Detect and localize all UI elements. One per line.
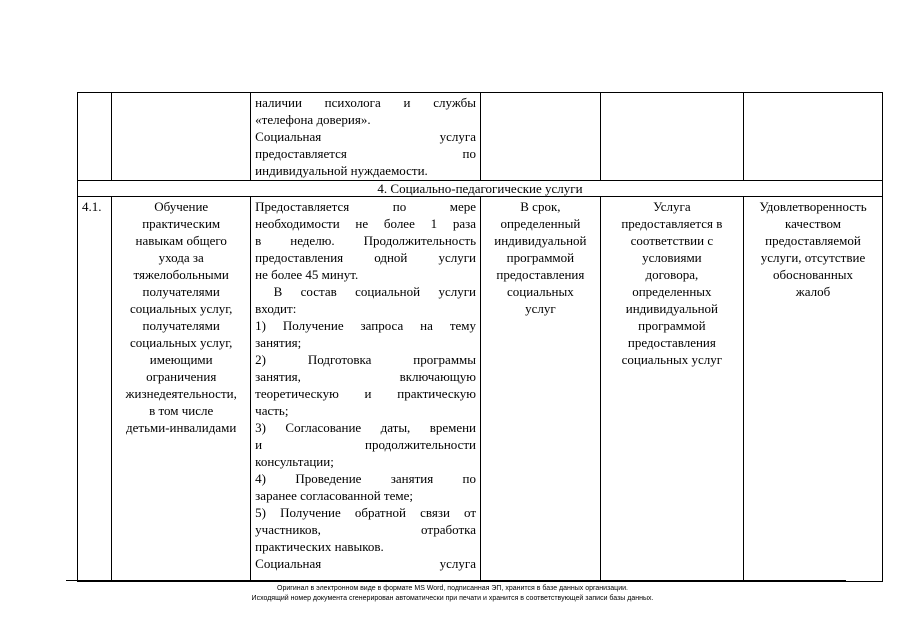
text-line: индивидуальной нуждаемости. (255, 163, 428, 178)
continuation-row (78, 93, 883, 181)
text-line: в неделю. Продолжительность (255, 233, 477, 248)
text-line: практическим (142, 216, 221, 231)
text-line: социальных услуг, (130, 301, 233, 316)
text-line: часть; (255, 403, 289, 418)
text-line: «телефона доверия». (255, 112, 371, 127)
text-line: 1) Получение запроса на тему (255, 318, 477, 333)
text-line: занятия; (255, 335, 302, 350)
service-description-cell (251, 197, 481, 582)
row-number: 4.1. (78, 197, 112, 582)
text-line: 2) Подготовка программы (255, 352, 477, 367)
service-term-cell (481, 197, 601, 582)
text-line: жизнедеятельности, (125, 386, 237, 401)
service-quality-cell (744, 197, 883, 582)
text-line: и продолжительности (255, 437, 477, 452)
text-line: в том числе (149, 403, 214, 418)
text-line: 3) Согласование даты, времени (255, 420, 477, 435)
text-line: услуг (525, 301, 556, 316)
text-line: условиями (642, 250, 702, 265)
text-line: входит: (255, 301, 297, 316)
text-line: 5) Получение обратной связи от (255, 505, 477, 520)
text-line: Удовлетворенность (759, 199, 867, 214)
services-table (77, 92, 883, 582)
text-line: индивидуальной (625, 301, 718, 316)
text-line: Социальная услуга (255, 556, 477, 571)
text-line: заранее согласованной теме; (255, 488, 413, 503)
text-line: договора, (645, 267, 699, 282)
cont-description-cell (251, 93, 481, 181)
footer-divider (66, 580, 846, 581)
text-line: предоставления одной услуги (255, 250, 477, 265)
text-line: услуги, отсутствие (760, 250, 866, 265)
cont-quality-cell (744, 93, 883, 181)
text-line: социальных услуг, (130, 335, 233, 350)
text-line: определенных (632, 284, 712, 299)
text-line: программой (506, 250, 575, 265)
text-line: предоставления (627, 335, 716, 350)
text-line: ограничения (146, 369, 217, 384)
text-line: социальных (507, 284, 574, 299)
text-line: жалоб (795, 284, 831, 299)
text-line: практических навыков. (255, 539, 384, 554)
text-line: социальных услуг (621, 352, 723, 367)
cont-term-cell (481, 93, 601, 181)
text-line: Услуга (653, 199, 691, 214)
text-line: определенный (500, 216, 581, 231)
text-line: наличии психолога и службы (255, 95, 477, 110)
text-line: предоставления (496, 267, 585, 282)
cont-number-cell (78, 93, 112, 181)
text-line: теоретическую и практическую (255, 386, 477, 401)
text-line: В состав социальной услуги (255, 284, 477, 299)
text-line: предоставляется по (255, 146, 477, 161)
cont-conditions-cell (600, 93, 743, 181)
table-row (78, 197, 883, 582)
section-header-row (78, 181, 883, 197)
service-conditions-cell (600, 197, 743, 582)
text-line: соответствии с (630, 233, 714, 248)
footer-note-original: Оригинал в электронном виде в формате MS Word, подписанная ЭП, хранится в базе данных организации. (277, 585, 628, 592)
text-line: занятия, включающую (255, 369, 477, 384)
text-line: Социальная услуга (255, 129, 477, 144)
cont-name-cell (112, 93, 251, 181)
text-line: В срок, (520, 199, 561, 214)
text-line: предоставляемой (765, 233, 861, 248)
text-line: навыкам общего (135, 233, 227, 248)
text-line: необходимости не более 1 раза (255, 216, 477, 231)
text-line: детьми-инвалидами (126, 420, 237, 435)
text-line: индивидуальной (494, 233, 587, 248)
text-line: получателями (142, 318, 220, 333)
text-line: обоснованных (772, 267, 854, 282)
text-line: не более 45 минут. (255, 267, 359, 282)
service-name-cell (112, 197, 251, 582)
text-line: ухода за (158, 250, 204, 265)
text-line: имеющими (149, 352, 213, 367)
text-line: консультации; (255, 454, 334, 469)
text-line: тяжелобольными (133, 267, 229, 282)
text-line: качеством (785, 216, 841, 231)
text-line: предоставляется в (621, 216, 723, 231)
text-line: участников, отработка (255, 522, 477, 537)
section-header: 4. Социально-педагогические услуги (78, 181, 883, 197)
footer-note-number: Исходящий номер документа сгенерирован автоматически при печати и хранится в соответствующей записи базы данных. (251, 595, 654, 602)
text-line: Предоставляется по мере (255, 199, 477, 214)
text-line: получателями (142, 284, 220, 299)
text-line: Обучение (154, 199, 209, 214)
text-line: 4) Проведение занятия по (255, 471, 477, 486)
text-line: программой (638, 318, 706, 333)
